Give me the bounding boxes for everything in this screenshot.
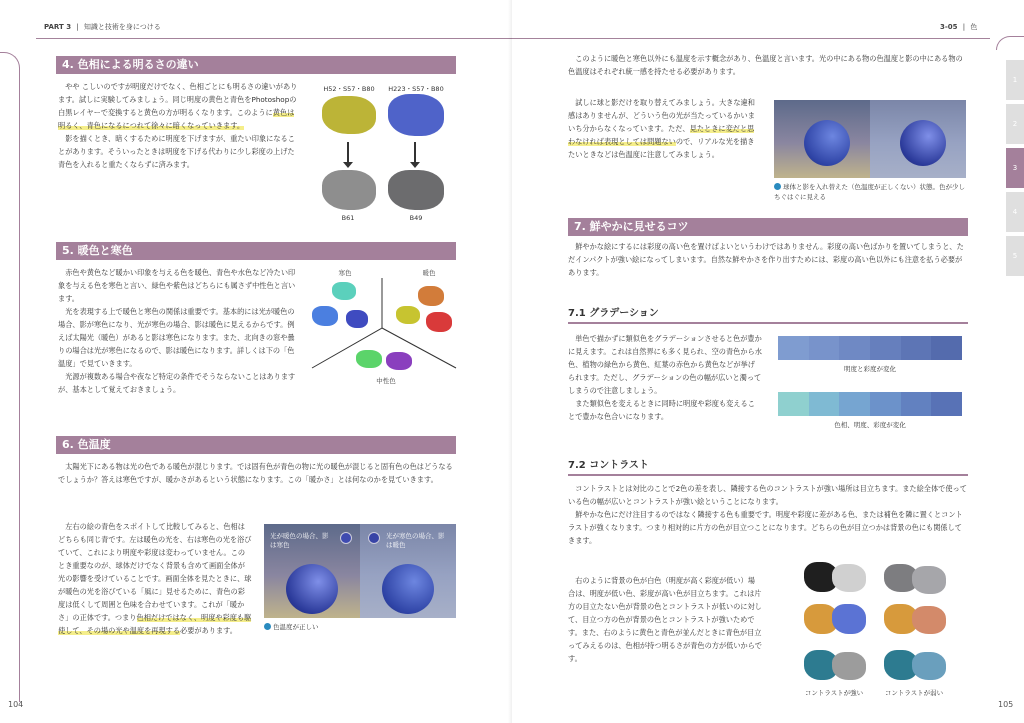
gradient-step	[839, 336, 870, 360]
gradient-bar-hue-value-saturation	[778, 392, 962, 416]
contrast-weak-label: コントラストが弱い	[884, 689, 944, 697]
running-head-rule	[512, 38, 990, 39]
gradient-step	[870, 336, 901, 360]
running-head-right: 3-05 | 色	[940, 23, 978, 31]
section-4-body: やや こしいのですが明度だけでなく、色相ごとにも明るさの違いがあります。試しに実験してみましょう。同じ明度の黄色と青色をPhotoshopの白黒レイヤーで変換すると黄色の方が明るくなります。このように黄色は明るく、青色になるにつれて徐々に暗くなっていきます。 影を描くとき、暗くするために明度を下げますが、重たい印象になることがあります。そういったときは明度を下げる代わりに少し彩度の上げた青色を入れると重たくならずに済みます。	[58, 82, 298, 169]
section-4-heading: 4. 色相による明るさの違い	[56, 56, 456, 74]
warm-swatch	[396, 306, 420, 324]
yellow-hsb-label: H52・S57・B80	[323, 85, 375, 93]
highlight-text: 黄色は明るく、青色になるにつれて徐々に暗くなっていきます。	[58, 108, 295, 130]
cool-label: 寒色	[338, 269, 352, 277]
gradient-step	[809, 336, 840, 360]
running-head-left: PART 3 | 知識と技術を身につける	[44, 23, 161, 31]
page-number-right: 105	[998, 700, 1014, 709]
section-6-body: 左右の絵の青色をスポイトして比較してみると、色相はどちらも同じ青です。左は暖色の光を、右は寒色の光を浴びていて、これにより明度や彩度は変わっていません。このとき重要なのが、球体だけでなく背景も含めて画面全体が光の影響を受けていることです。画面全体を見たときに、球が暖色の光を浴びている「風に」見せるために、青色の彩度は低くして周囲と色味を合わせています。これが「暖かさ」の正体です。つまり色相だけではなく、明度や彩度も駆使して、その場の光や温度を再現する必要があります。	[58, 522, 252, 635]
gradient-step	[870, 392, 901, 416]
part-label: PART 3	[44, 23, 72, 31]
section-7-1-heading: 7.1 グラデーション	[568, 308, 659, 319]
side-tab[interactable]: 2	[1006, 104, 1024, 144]
side-tab[interactable]: 4	[1006, 192, 1024, 232]
side-tab[interactable]: 1	[1006, 60, 1024, 100]
gradient-step	[901, 392, 932, 416]
gradient-step	[931, 336, 962, 360]
running-head-rule	[36, 38, 512, 39]
down-arrow-icon	[414, 142, 416, 164]
section-7-body: 鮮やかな絵にするには彩度の高い色を置けばよいというわけではありません。彩度の高い色ばかりを置いてしまうと、ただインパクトが強い絵になってしまいます。自然な鮮やかさを作り出すためには、彩度の高い色以外にも注意を払う必要があります。	[568, 242, 964, 277]
cool-swatch	[332, 282, 356, 300]
page-number-left: 104	[8, 700, 24, 709]
b49-label: B49	[409, 214, 423, 222]
intro-text: このように暖色と寒色以外にも温度を示す概念があり、色温度と言います。光の中にある物の色温度と影の中にある物の色温度はそれぞれ統一感を持たせる必要があります。	[568, 54, 963, 76]
part-title: 知識と技術を身につける	[83, 23, 161, 31]
section-5-body: 赤色や黄色など暖かい印象を与える色を暖色、青色や水色など冷たい印象を与える色を寒色と言い、緑色や紫色はどちらにも属さず中性色と言います。 光を表現する上で暖色と寒色の関係は重要です。基本的には光が暖色の場合、影が寒色になり、光が寒色の場合、影は暖色に見えるからです。例えば太陽光（暖色）があると影は寒色になります。また、北向きの窓や曇りの場合は光が寒色になるので、影は暖色になります。詳しくは下の「色温度」で見ていきます。 光源が複数ある場合や夜など特定の条件でそうならないことはありますが、基本として覚えておきましょう。	[58, 268, 296, 394]
section-7-1-rule	[568, 322, 968, 324]
blue-grayscale-swatch	[388, 170, 444, 210]
section-7-2-body: コントラストとは対比のことで2色の差を表し、隣接する色のコントラストが強い場所は目立ちます。また絵全体で使っている色の幅が広いとコントラストが強い絵ということになります。 鮮やかな色にだけ注目するのではなく隣接する色も重要です。明度や彩度に差がある色、または補色を隣に置くとコントラストが強くなります。つまり相対的に片方の色が目立つことになります。どちらの色が目立つかは背景の色にも関係してきます。	[568, 484, 967, 545]
chapter-title: 色	[970, 23, 978, 31]
section-7-heading: 7. 鮮やかに見せるコツ	[568, 218, 968, 236]
right-page	[512, 0, 1024, 723]
down-arrow-icon	[347, 142, 349, 164]
left-page-frame	[0, 52, 20, 702]
b61-label: B61	[341, 214, 355, 222]
warm-swatch	[418, 286, 444, 306]
section-number: 3-05	[940, 23, 958, 31]
gradient-step	[809, 392, 840, 416]
highlight-text: 見たときに変だと思わなければ表現としては問題ない	[568, 124, 755, 146]
swap-text: 試しに球と影だけを取り替えてみましょう。大きな違和感はありませんが、どういう色の光が当たっているかいまいち分からなくなっています。ただ、見たときに変だと思わなければ表現としては問題ないので、リアルな光を描きたいときなどは色温度に注意してみましょう。	[568, 98, 755, 159]
highlight-text: 色相だけではなく、明度や彩度も駆使して、その場の光や温度を再現する	[58, 613, 252, 635]
gradient-bar-value-saturation	[778, 336, 962, 360]
gradient-step	[839, 392, 870, 416]
blue-hsb-label: H223・S57・B80	[388, 85, 444, 93]
section-6-heading: 6. 色温度	[56, 436, 456, 454]
blue-swatch	[388, 94, 444, 136]
gradient-bar-1-label: 明度と彩度が変化	[844, 365, 896, 373]
cool-swatch	[312, 306, 338, 326]
bullet-icon	[264, 623, 271, 630]
gradient-step	[778, 336, 809, 360]
side-tab[interactable]: 5	[1006, 236, 1024, 276]
chapter-side-tabs	[1006, 60, 1024, 280]
cool-light-label: 光が寒色の場合、影は暖色	[386, 532, 445, 549]
section-5-heading: 5. 暖色と寒色	[56, 242, 456, 260]
yellow-grayscale-swatch	[322, 170, 376, 210]
section-7-2-rule	[568, 474, 968, 476]
side-tab-active[interactable]: 3	[1006, 148, 1024, 188]
section-7-2-heading: 7.2 コントラスト	[568, 460, 649, 471]
gradient-step	[901, 336, 932, 360]
warm-light-label: 光が暖色の場合、影は寒色	[270, 532, 329, 549]
neutral-label: 中性色	[376, 377, 396, 385]
section-7-2-body-2: 右のように背景の色が白色（明度が高く彩度が低い）場合は、明度が低い色、彩度が高い色が目立ちます。これは片方の目立たない色が背景の色とコントラストが低いのに対して、目立つ方の色が背景の色とコントラストが強いためです。また、右のように黄色と青色が並んだときに青色が目立ってみえるのは、色相が持つ明るさが青色の方が低いからです。	[568, 576, 762, 663]
contrast-strong-label: コントラストが強い	[804, 689, 864, 697]
gradient-bar-2-label: 色相、明度、彩度が変化	[834, 421, 906, 429]
swapped-illustration	[774, 100, 966, 178]
neutral-swatch	[386, 352, 412, 370]
section-6-intro: 太陽光下にある物は光の色である暖色が混じります。では固有色が青色の物に光の暖色が混じると固有色の色はどうなるでしょうか？答えは寒色ですが、暖かさがあるという状態になります。この「暖かさ」とは何なのかを見ていきます。	[58, 462, 453, 484]
bullet-icon	[774, 183, 781, 190]
warm-label: 暖色	[422, 269, 436, 277]
cool-swatch	[346, 310, 368, 328]
neutral-swatch	[356, 350, 382, 368]
gradient-step	[931, 392, 962, 416]
gradient-step	[778, 392, 809, 416]
section-7-1-body: 単色で描かずに類似色をグラデーションさせると色が豊かに見えます。これは自然界にも多く見られ、空の青色から水色、植物の緑色から黄色、紅葉の赤色から黄色などが挙げられます。ただし、グラデーションの色の幅が広いと濁ってしまうので注意しましょう。 また類似色を変えるときに同時に明度や彩度も変えることで豊かな色合いになります。	[568, 334, 762, 421]
warm-swatch	[426, 312, 452, 332]
swap-caption: 球体と影を入れ替えた（色温度が正しくない）状態。色が少しちぐはぐに見える	[774, 183, 965, 201]
yellow-swatch	[322, 96, 376, 134]
color-temperature-caption: 色温度が正しい	[264, 622, 319, 632]
color-temperature-illustration	[264, 524, 456, 618]
